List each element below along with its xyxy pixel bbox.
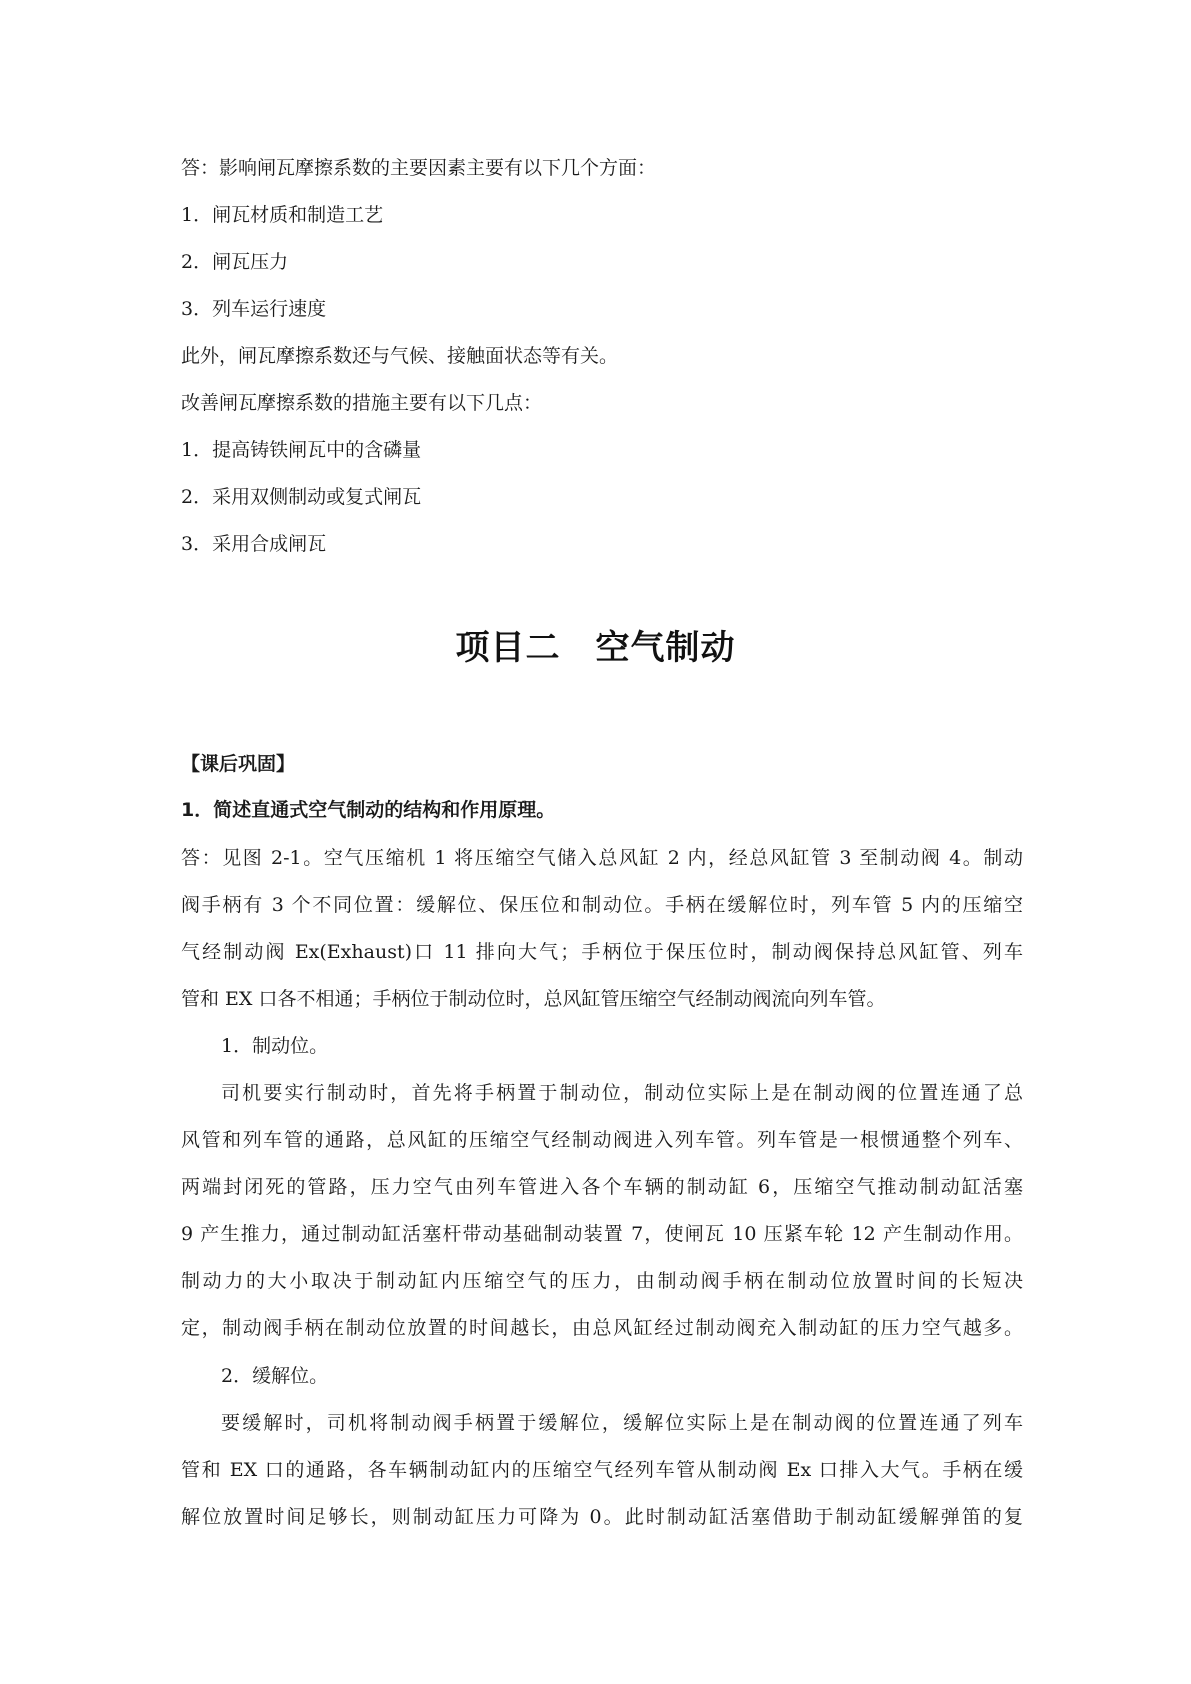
measure-item: 2．采用双侧制动或复式闸瓦 [181, 486, 422, 508]
measure-item: 3．采用合成闸瓦 [181, 533, 327, 555]
brake-line: 定，制动阀手柄在制动位放置的时间越长，由总风缸经过制动阀充入制动缸的压力空气越多。 [181, 1317, 1023, 1339]
measure-item: 1．提高铸铁闸瓦中的含磷量 [181, 439, 422, 461]
answer-line: 管和 EX 口各不相通；手柄位于制动位时，总风缸管压缩空气经制动阀流向列车管。 [181, 988, 886, 1010]
release-line: 要缓解时，司机将制动阀手柄置于缓解位，缓解位实际上是在制动阀的位置连通了列车 [221, 1412, 1023, 1434]
question: 1．简述直通式空气制动的结构和作用原理。 [181, 799, 556, 821]
brake-line: 两端封闭死的管路，压力空气由列车管进入各个车辆的制动缸 6，压缩空气推动制动缸活塞 [181, 1176, 1023, 1198]
release-line: 解位放置时间足够长，则制动缸压力可降为 0。此时制动缸活塞借助于制动缸缓解弹笛的复 [181, 1506, 1023, 1528]
brake-heading: 1．制动位。 [221, 1035, 329, 1057]
brake-line: 风管和列车管的通路，总风缸的压缩空气经制动阀进入列车管。列车管是一根惯通整个列车、 [181, 1129, 1023, 1151]
other-note: 此外，闸瓦摩擦系数还与气候、接触面状态等有关。 [181, 345, 619, 367]
answer-line: 答：见图 2-1。空气压缩机 1 将压缩空气储入总风缸 2 内，经总风缸管 3 至制动阀 4。制动 [181, 847, 1023, 869]
release-line: 管和 EX 口的通路，各车辆制动缸内的压缩空气经列车管从制动阀 Ex 口排入大气。手柄在缓 [181, 1459, 1023, 1481]
brake-line: 9 产生推力，通过制动缸活塞杆带动基础制动装置 7，使闸瓦 10 压紧车轮 12 产生制动作用。 [181, 1223, 1023, 1245]
brake-line: 司机要实行制动时，首先将手柄置于制动位，制动位实际上是在制动阀的位置连通了总 [221, 1082, 1023, 1104]
project-title: 项目二 空气制动 [455, 628, 736, 668]
answer-line: 阀手柄有 3 个不同位置：缓解位、保压位和制动位。手柄在缓解位时，列车管 5 内的压缩空 [181, 894, 1023, 916]
measures-intro: 改善闸瓦摩擦系数的措施主要有以下几点： [181, 392, 543, 414]
brake-line: 制动力的大小取决于制动缸内压缩空气的压力，由制动阀手柄在制动位放置时间的长短决 [181, 1270, 1023, 1292]
factor-item: 1．闸瓦材质和制造工艺 [181, 204, 384, 226]
release-heading: 2．缓解位。 [221, 1365, 329, 1387]
factor-item: 3．列车运行速度 [181, 298, 327, 320]
answer-intro: 答：影响闸瓦摩擦系数的主要因素主要有以下几个方面： [181, 157, 657, 179]
factor-item: 2．闸瓦压力 [181, 251, 289, 273]
section-label: 【课后巩固】 [181, 753, 296, 775]
answer-line: 气经制动阀 Ex(Exhaust)口 11 排向大气；手柄位于保压位时，制动阀保持总风缸管、列车 [181, 941, 1023, 963]
